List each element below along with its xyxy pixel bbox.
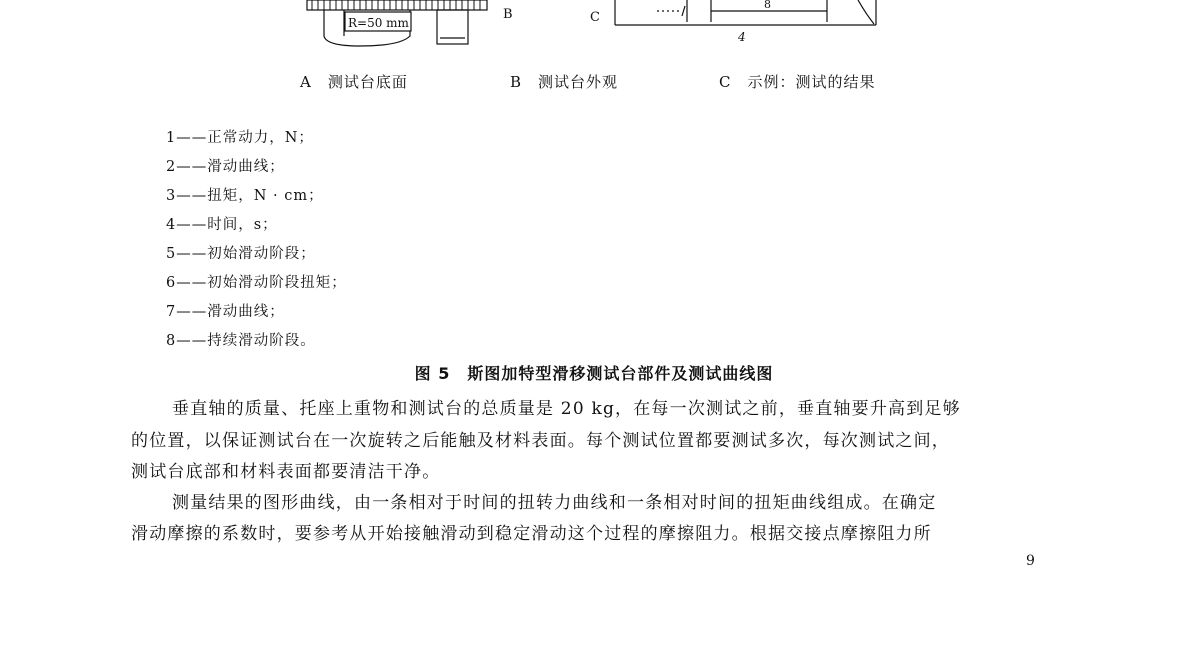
panel-c-curve-end — [858, 0, 874, 24]
figure-legend — [166, 128, 347, 360]
panel-a-side-block — [437, 10, 468, 44]
legend-item: 2——滑动曲线； — [166, 159, 285, 175]
panel-b-letter: B — [503, 7, 513, 22]
subfigure-label-c: C 示例：测试的结果 — [719, 73, 876, 91]
subfigure-label-b: B 测试台外观 — [510, 73, 619, 91]
paragraph-1-line-3: 测试台底部和材料表面都要清洁干净。 — [131, 462, 441, 482]
panel-c-drawing — [615, 0, 876, 25]
paragraph-1-line-1: 垂直轴的质量、托座上重物和测试台的总质量是 20 kg，在每一次测试之前，垂直轴要升高到足够 — [172, 399, 961, 419]
paragraph-2-line-1: 测量结果的图形曲线，由一条相对于时间的扭转力曲线和一条相对时间的扭矩曲线组成。在确定 — [172, 493, 937, 513]
sustained-phase-marker: 8 — [764, 0, 771, 11]
panel-c-torque-peak-mark — [682, 6, 685, 16]
paragraph-2-line-2: 滑动摩擦的系数时，要参考从开始接触滑动到稳定滑动这个过程的摩擦阻力。根据交接点摩擦阻力所 — [131, 524, 932, 544]
panel-c-letter: C — [590, 10, 600, 25]
legend-item: 8——持续滑动阶段。 — [166, 333, 316, 349]
legend-item: 7——滑动曲线； — [166, 304, 285, 320]
panel-a-knurled-base — [307, 0, 487, 10]
page-number: 9 — [1026, 553, 1035, 569]
paragraph-1-line-2: 的位置，以保证测试台在一次旋转之后能触及材料表面。每个测试位置都要测试多次，每次测试之间， — [131, 431, 950, 451]
legend-item: 4——时间，s； — [166, 217, 278, 233]
figure-caption: 图 5 斯图加特型滑移测试台部件及测试曲线图 — [414, 364, 774, 383]
radius-label: R=50 mm — [348, 16, 409, 30]
legend-item: 6——初始滑动阶段扭矩； — [166, 275, 347, 291]
legend-item: 3——扭矩，N · cm； — [166, 188, 324, 204]
time-axis-marker: 4 — [738, 30, 746, 44]
subfigure-label-a: A 测试台底面 — [300, 73, 408, 91]
legend-item: 1——正常动力，N； — [166, 130, 314, 146]
legend-item: 5——初始滑动阶段； — [166, 246, 316, 262]
